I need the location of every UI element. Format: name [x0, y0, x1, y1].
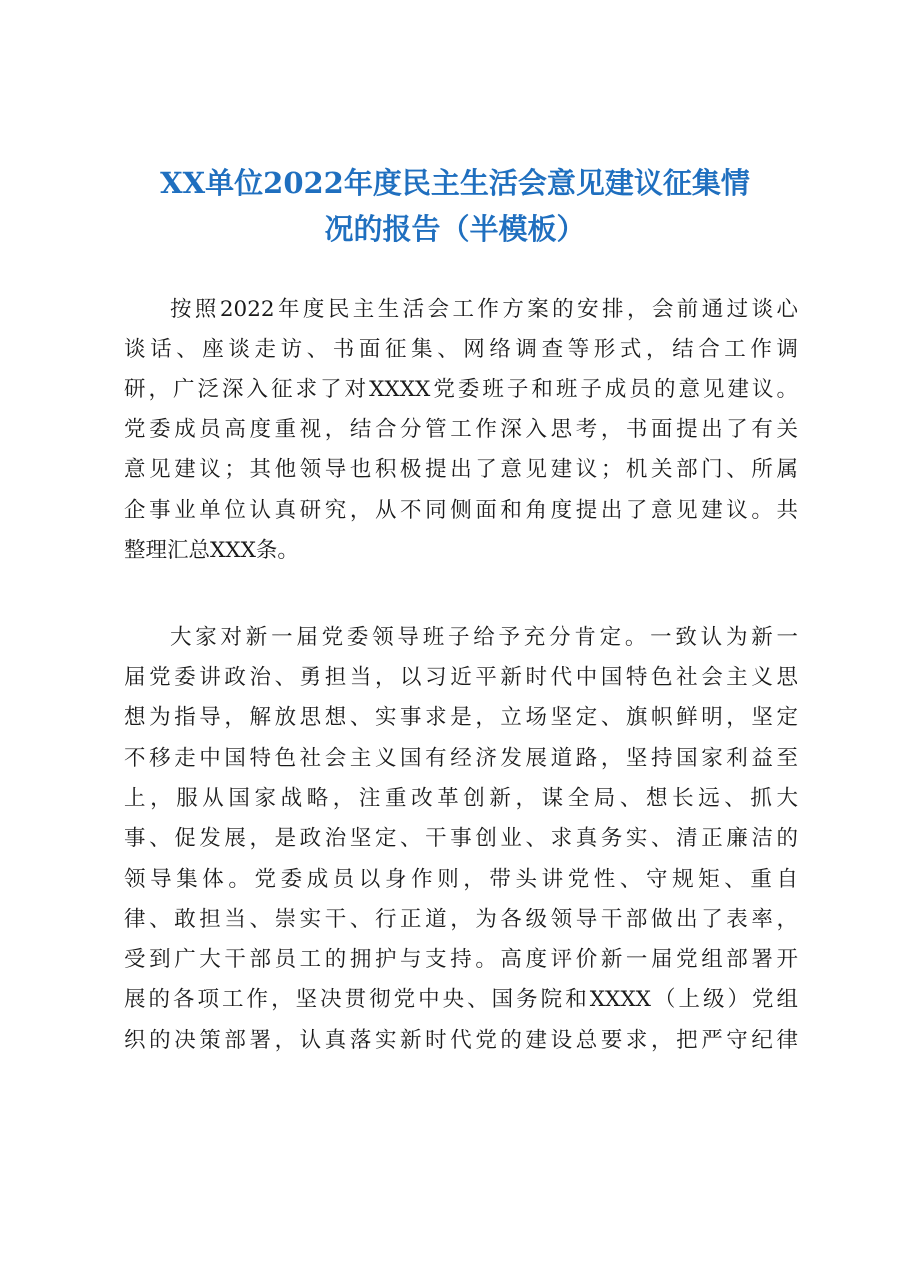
- paragraph-1-line-2: 谈话、座谈走访、书面征集、网络调查等形式，结合工作调: [124, 337, 798, 362]
- paragraph-2-line-6: 事、促发展，是政治坚定、干事创业、求真务实、清正廉洁的: [124, 826, 798, 851]
- paragraph-2-line-11: 织的决策部署，认真落实新时代党的建设总要求，把严守纪律: [124, 1028, 798, 1053]
- paragraph-1-line-1: 按照2022年度民主生活会工作方案的安排，会前通过谈心: [170, 297, 798, 322]
- paragraph-2-line-7: 领导集体。党委成员以身作则，带头讲党性、守规矩、重自: [124, 867, 798, 892]
- paragraph-1-line-7: 整理汇总XXX条。: [124, 538, 299, 563]
- paragraph-2-line-3: 想为指导，解放思想、实事求是，立场坚定、旗帜鲜明，坚定: [124, 705, 798, 730]
- paragraph-2-line-10: 展的各项工作，坚决贯彻党中央、国务院和XXXX（上级）党组: [124, 987, 798, 1012]
- document-title-line-1: XX单位2022年度民主生活会意见建议征集情: [160, 166, 750, 200]
- paragraph-2-line-8: 律、敢担当、崇实干、行正道，为各级领导干部做出了表率，: [124, 907, 798, 932]
- paragraph-2-line-4: 不移走中国特色社会主义国有经济发展道路，坚持国家利益至: [124, 746, 798, 771]
- document-title-line-2: 况的报告（半模板）: [324, 212, 586, 246]
- paragraph-1-line-6: 企事业单位认真研究，从不同侧面和角度提出了意见建议。共: [124, 498, 798, 523]
- paragraph-2-line-5: 上，服从国家战略，注重改革创新，谋全局、想长远、抓大: [124, 786, 798, 811]
- paragraph-2-line-1: 大家对新一届党委领导班子给予充分肯定。一致认为新一: [170, 625, 798, 650]
- paragraph-1-line-4: 党委成员高度重视，结合分管工作深入思考，书面提出了有关: [124, 417, 798, 442]
- paragraph-1-line-5: 意见建议；其他领导也积极提出了意见建议；机关部门、所属: [124, 457, 798, 482]
- paragraph-2-line-2: 届党委讲政治、勇担当，以习近平新时代中国特色社会主义思: [124, 665, 798, 690]
- paragraph-1-line-3: 研，广泛深入征求了对XXXX党委班子和班子成员的意见建议。: [124, 377, 798, 402]
- paragraph-2-line-9: 受到广大干部员工的拥护与支持。高度评价新一届党组部署开: [124, 947, 798, 972]
